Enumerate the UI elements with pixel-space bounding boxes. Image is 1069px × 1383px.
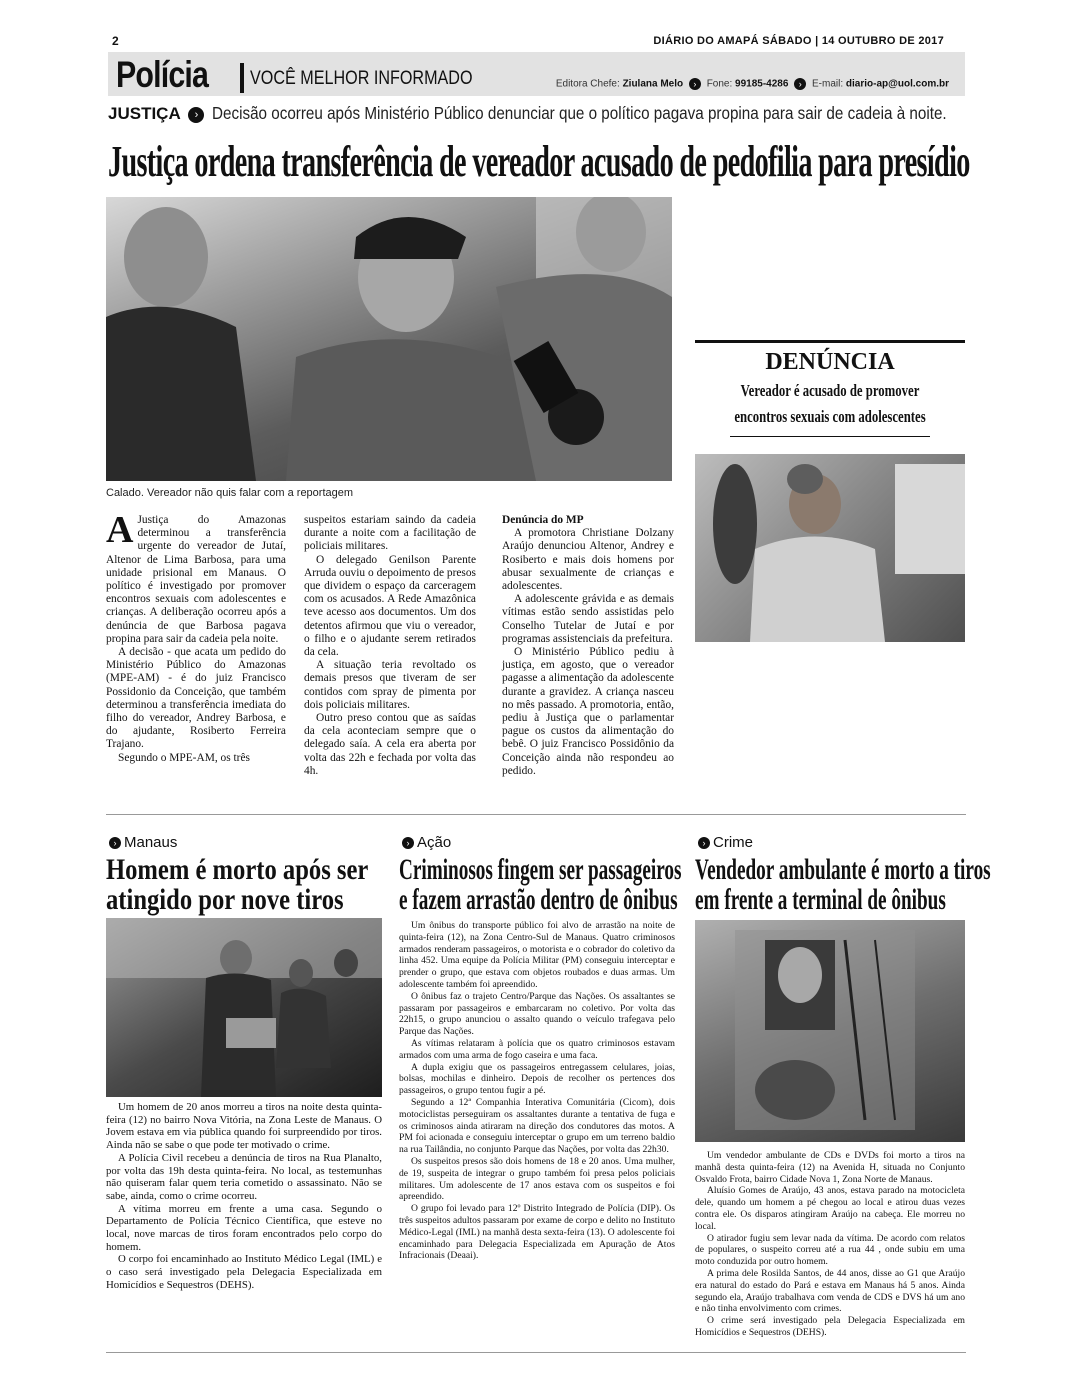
lead-column-1 — [106, 509, 286, 765]
kicker-text: Decisão ocorreu após Ministério Público denunciar que o político pagava propina para sair de cadeia à noite. — [212, 103, 947, 123]
dropcap: A — [106, 509, 134, 551]
paragraph: O grupo foi levado para 12º Distrito Integrado de Polícia (DIP). Os três suspeitos adultos passaram por exame de corpo e delito no Instituto Médico-Legal (IML) na manhã desta sexta-feira (13). O adolescente foi encaminhado para Delegacia Especializada em Apuração de Atos Infracionais (Deaai). — [399, 1203, 675, 1262]
paragraph: Um ônibus do transporte público foi alvo de arrastão na noite de quinta-feira (12), na Zona Centro-Sul de Manaus. Quatro criminosos armados renderam passageiros, o motorista e o cobrador do coletivo da linha 452. Uma equipe da Polícia Militar (PM) conseguiu interceptar e prender o grupo, que estava com objetos roubados e duas armas. Um adolescente também foi apreendido. — [399, 920, 675, 990]
paragraph: O crime será investigado pela Delegacia Especializada em Homicídios e Sequestros (DEHS). — [695, 1315, 965, 1338]
story-manaus — [106, 834, 386, 915]
paragraph: A vítima morreu em frente a uma casa. Segundo o Departamento de Polícia Técnico Científica, que esteve no local, nove marcas de tiros foram encontrados pelo corpo do homem. — [106, 1202, 382, 1253]
story-tag — [106, 834, 386, 851]
bottom-divider — [106, 1352, 966, 1353]
paragraph: A decisão - que acata um pedido do Ministério Público do Amazonas (MPE-AM) - é do juiz Francisco Possidonio da Conceição, que também determinou a transferência imediata do filho do vereador, Andrey Barbosa, e do ajudante, Rosiberto Ferreira Trajano. — [106, 646, 286, 751]
story-tag-label: Crime — [713, 834, 753, 851]
story-manaus-photo-art — [106, 918, 382, 1097]
paragraph: A prima dele Rosilda Santos, de 44 anos, disse ao G1 que Araújo era natural do estado do Pará e estava em Manaus há 5 anos. Ainda segundo ela, Araújo trabalhava com venda de CDS e DVS há um ano e não tinha envolvimento com crimes. — [695, 1267, 965, 1315]
lead-photo — [106, 197, 672, 481]
section-title: Polícia — [116, 54, 209, 95]
date-line: DIÁRIO DO AMAPÁ SÁBADO | 14 OUTUBRO DE 2017 — [653, 35, 944, 47]
paragraph: A promotora Christiane Dolzany Araújo denunciou Altenor, Andrey e Rosiberto e mais dois homens por abusar sexualmente de crianças e adolescentes. — [502, 527, 674, 593]
paragraph: A adolescente grávida e as demais vítimas estão sendo assistidas pelo Conselho Tutelar de Jutaí e por programas assistenciais da prefeitura. — [502, 593, 674, 645]
paragraph: As vítimas relataram à polícia que os quatro criminosos estavam armados com uma arma de fogo caseira e uma faca. — [399, 1037, 675, 1061]
kicker-label: JUSTIÇA — [108, 104, 181, 123]
lead-headline: Justiça ordena transferência de vereador acusado de pedofilia para presídio — [108, 137, 970, 186]
paragraph: Justiça do Amazonas determinou a transferência urgente do vereador de Jutaí, Altenor de Lima Barbosa, para uma unidade prisional em Manaus. O político é investigado por promover encontros sexuais com adolescentes e crianças. A deliberação ocorreu após a denúncia de que Barbosa pagava propina para sair da cadeia pela noite. — [106, 514, 286, 645]
denuncia-photo — [695, 454, 965, 642]
arrow-icon: › — [188, 107, 204, 123]
lead-photo-caption: Calado. Vereador não quis falar com a reportagem — [106, 487, 354, 499]
top-line — [112, 34, 964, 50]
divider — [695, 340, 965, 343]
fone-label: Fone: — [706, 78, 733, 90]
story-tag-label: Manaus — [124, 834, 178, 851]
lead-photo-art — [106, 197, 672, 481]
email-address: diario-ap@uol.com.br — [845, 78, 949, 90]
arrow-icon: › — [402, 837, 414, 849]
story-manaus-body — [106, 1101, 382, 1292]
story-headline-1: Criminosos fingem ser passageiros — [399, 853, 682, 886]
story-headline-1: Vendedor ambulante é morto a tiros — [695, 853, 991, 886]
editorial-info — [556, 78, 949, 90]
denuncia-photo-art — [695, 454, 965, 642]
story-acao-body — [399, 920, 675, 1262]
story-manaus-photo — [106, 918, 382, 1097]
column-subhead: Denúncia do MP — [502, 514, 584, 526]
page-number: 2 — [112, 34, 119, 48]
denuncia-box — [695, 340, 965, 437]
story-headline-1: Homem é morto após ser — [106, 853, 369, 886]
editora-name: Ziulana Melo — [622, 78, 684, 90]
section-subtitle: VOCÊ MELHOR INFORMADO — [250, 68, 473, 89]
paragraph: Outro preso contou que as saídas da cela aconteciam sempre que o delegado saía. A cela era aberta por volta das 22h e fechada por volta das 4h. — [304, 712, 476, 777]
story-headline-2: em frente a terminal de ônibus — [695, 883, 946, 916]
story-tag — [399, 834, 675, 851]
paragraph: A situação teria revoltado os demais presos que tiveram de ser contidos com spray de pimenta por dois policiais militares. — [304, 659, 476, 711]
story-crime-photo — [695, 920, 965, 1142]
paragraph: suspeitos estariam saindo da cadeia durante a noite com a facilitação de policiais militares. — [304, 514, 476, 553]
arrow-icon: › — [109, 837, 121, 849]
story-crime-photo-art — [695, 920, 965, 1142]
paragraph: O atirador fugiu sem levar nada da vítima. De acordo com relatos de populares, o suspeito correu até a rua 44 , onde subiu em uma moto conduzida por outro homem. — [695, 1232, 965, 1268]
paragraph: O ônibus faz o trajeto Centro/Parque das Nações. Os assaltantes se passaram por passageiros e embarcaram no coletivo. Por volta das 22h15, o grupo anunciou o assalto quando o veículo trafegava pelo Parque das Nações. — [399, 990, 675, 1038]
denuncia-subtitle-2: encontros sexuais com adolescentes — [734, 407, 926, 426]
lead-kicker — [108, 103, 968, 127]
story-headline-2: atingido por nove tiros — [106, 883, 344, 916]
paragraph: Um homem de 20 anos morreu a tiros na noite desta quinta-feira (12) no bairro Nova Vitória, na Zona Leste de Manaus. O Jovem estava em via pública quando foi surpreendido por tiros. Ainda não se sabe o que pode ter motivado o crime. — [106, 1101, 382, 1152]
section-divider — [240, 63, 244, 93]
story-acao — [399, 834, 682, 916]
divider — [730, 436, 930, 437]
paragraph: A dupla exigiu que os passageiros entregassem celulares, joias, bolsas, mochilas e dinheiro. Depois de recolher os pertences dos passageiros, o grupo tentou fugir a pé. — [399, 1061, 675, 1097]
story-tag-label: Ação — [417, 834, 452, 851]
paragraph: Os suspeitos presos são dois homens de 18 e 20 anos. Uma mulher, de 19, suspeita de integrar o grupo também foi presa pelos policiais militares. Um adolescente de 17 anos estava com os suspeitos e foi apreendido. — [399, 1155, 675, 1203]
denuncia-subtitle-1: Vereador é acusado de promover — [740, 381, 920, 400]
paragraph: Segundo a 12ª Companhia Interativa Comunitária (Cicom), dois motociclistas perseguiram os assaltantes durante a tentativa de fuga e os criminosos ainda atiraram na direção dos condutores das motos. A PM foi acionada e conseguiu interceptar o grupo em um terreno baldio na rua Tailândia, no conjunto Parque das Nações, por volta das 22h30. — [399, 1096, 675, 1156]
paragraph: O Ministério Público pediu à justiça, em agosto, que o vereador pagasse a alimentação da adolescente durante a gravidez. A criança nasceu no mês passado. A promotoria, então, pediu à Justiça que o parlamentar pague os custos da alimentação do bebê. O juiz Francisco Possidônio da Conceição ainda não respondeu ao pedido. — [502, 646, 674, 777]
section-header — [108, 52, 965, 96]
lead-column-3 — [502, 514, 674, 778]
arrow-icon: › — [794, 78, 806, 90]
story-headline-2: e fazem arrastão dentro de ônibus — [399, 883, 678, 916]
lead-column-2 — [304, 514, 476, 778]
story-crime-body — [695, 1150, 965, 1339]
fone-number: 99185-4286 — [735, 78, 789, 90]
editora-label: Editora Chefe: — [555, 78, 620, 90]
denuncia-title: DENÚNCIA — [765, 349, 895, 375]
paragraph: O corpo foi encaminhado ao Instituto Médico Legal (IML) e o caso será investigado pela Delegacia Especializada em Homicídios e Sequestros (DEHS). — [106, 1253, 382, 1291]
paragraph: Um vendedor ambulante de CDs e DVDs foi morto a tiros na manhã desta quinta-feira (12) na Avenida H, situada no Conjunto Osvaldo Frota, bairro Cidade Nova 1, Zona Norte de Manaus. — [695, 1150, 965, 1185]
story-crime — [695, 834, 991, 916]
story-tag — [695, 834, 967, 851]
arrow-icon: › — [698, 837, 710, 849]
paragraph: A Polícia Civil recebeu a denúncia de tiros na Rua Planalto, por volta das 19h desta quinta-feira. No local, as testemunhas não quiseram falar quem teria cometido o assassinato. Não se sabe, ainda, como o crime ocorreu. — [106, 1151, 382, 1202]
email-label: E-mail: — [812, 78, 844, 90]
section-divider — [106, 814, 966, 815]
paragraph: Aluísio Gomes de Araújo, 43 anos, estava parado na motocicleta dele, quando um homem a pé chegou ao local e atirou duas vezes contra ele. Os disparos atingiram Araújo na cabeça. Ele morreu no local. — [695, 1185, 965, 1232]
arrow-icon: › — [689, 78, 701, 90]
paragraph: Segundo o MPE-AM, os três — [118, 751, 250, 764]
paragraph: O delegado Genilson Parente Arruda ouviu o depoimento de presos que dividem o espaço da carceragem com os acusados. A Rede Amazônica teve acesso aos documentos. Um dos detentos afirmou que viu o vereador, o filho e o ajudante serem retirados da cela. — [304, 553, 476, 659]
